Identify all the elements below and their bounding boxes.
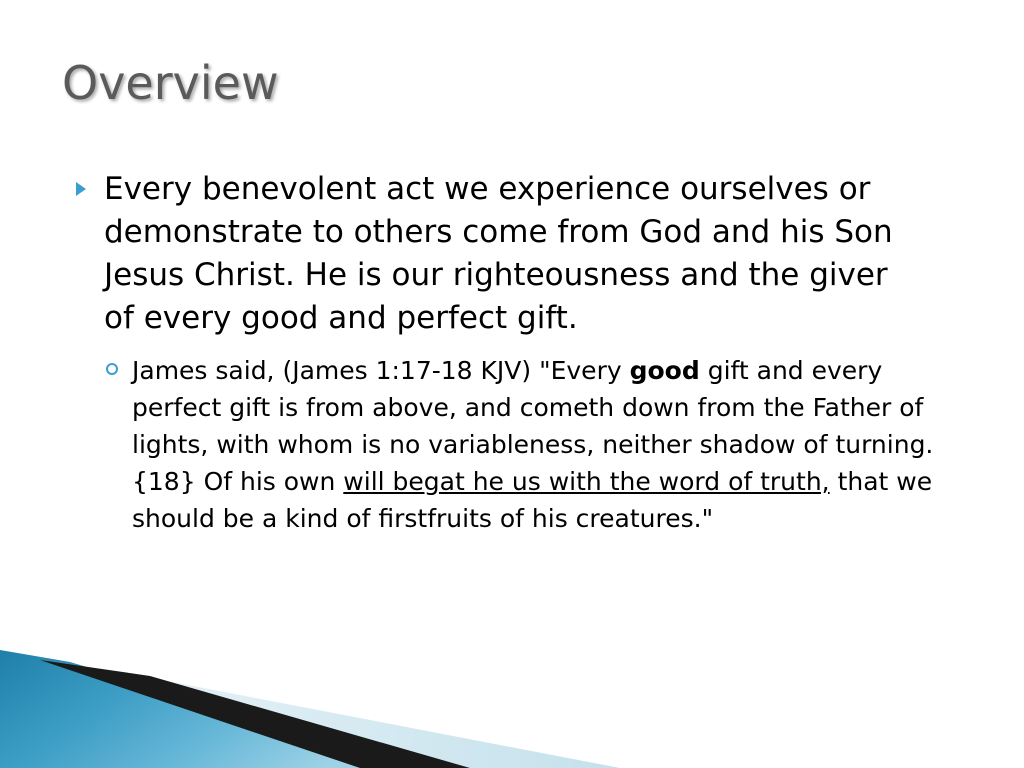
sub-bullet-text-part2: gift and every perfect gift is from above, and cometh down from the Father of lights, with whom is no variableness, neither shadow of turning. {18} Of his own <box>132 356 934 496</box>
sub-bullet-underlined-text: will begat he us with the word of truth, <box>343 467 830 496</box>
main-bullet-item <box>76 168 956 340</box>
swoosh-light-band <box>120 672 620 768</box>
triangle-bullet-icon <box>76 182 86 196</box>
main-bullet-text: Every benevolent act we experience ourselves or demonstrate to others come from God and his Son Jesus Christ. He is our righteousness and the giver of every good and perfect gift. <box>104 171 893 336</box>
sub-bullet-item <box>76 352 956 537</box>
slide-title: Overview <box>62 56 279 110</box>
swoosh-dark-band <box>40 660 470 768</box>
sub-bullet-bold-word: good <box>629 356 700 385</box>
sub-bullet-text-part3: that we should be a kind of firstfruits of his creatures." <box>132 467 933 533</box>
circle-bullet-icon <box>106 363 118 375</box>
sub-bullet-text <box>132 352 952 537</box>
slide-body <box>76 168 956 537</box>
swoosh-blue-band <box>0 650 430 768</box>
sub-bullet-text-part1: James said, (James 1:17-18 KJV) "Every <box>132 356 630 385</box>
